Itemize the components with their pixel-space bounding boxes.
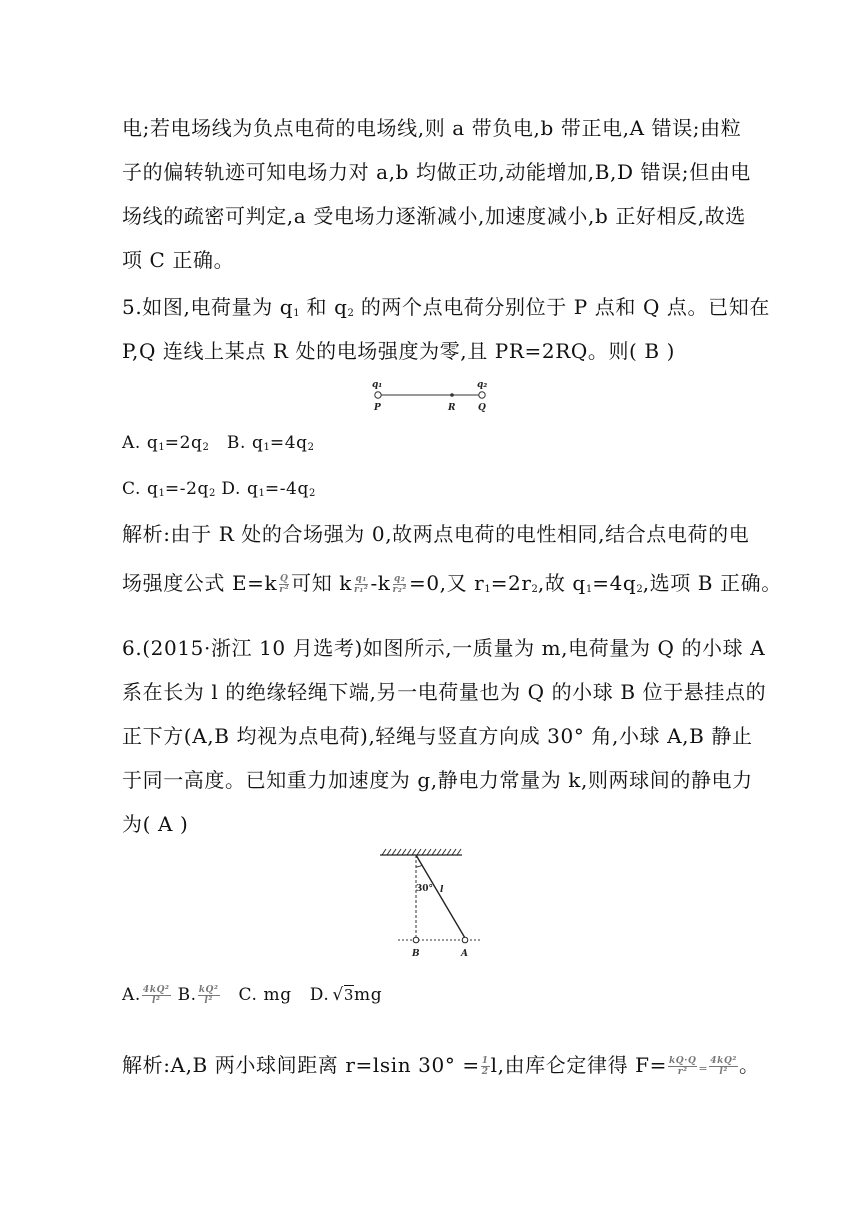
q6-stem-line-3: 正下方(A,B 均视为点电荷),轻绳与竖直方向成 30° 角,小球 A,B 静止 [122,724,753,748]
label-A: A [461,949,468,959]
label-angle: 30° [416,884,434,894]
q6-stem-line-2: 系在长为 l 的绝缘轻绳下端,另一电荷量也为 Q 的小球 B 位于悬挂点的 [122,680,767,704]
label-length: l [440,885,444,895]
q5-stem-line-2: P,Q 连线上某点 R 处的电场强度为零,且 PR=2RQ。则( B ) [122,339,676,363]
radicand: 3 [343,986,355,1004]
q6-stem-line-4: 于同一高度。已知重力加速度为 g,静电力常量为 k,则两球间的静电力 [122,768,753,792]
q6-figure-hanging-charges [370,848,492,960]
sqrt-icon: √ [332,985,344,1005]
intro-line-2: 子的偏转轨迹可知电场力对 a,b 均做正功,动能增加,B,D 错误;但由电 [122,160,751,184]
intro-line-1: 电;若电场线为负点电荷的电场线,则 a 带负电,b 带正电,A 错误;由粒 [122,116,742,140]
intro-line-4: 项 C 正确。 [122,248,235,272]
q5-solution-line-1: 解析:由于 R 处的合场强为 0,故两点电荷的电性相同,结合点电荷的电 [122,522,750,546]
label-Q: Q [478,403,486,413]
label-B: B [412,949,420,959]
fraction-q2-over-r2sq: $\frac{\text{q₂}}{\text{r₂²}}$ [392,574,407,595]
q6-stem-line-5: 为( A ) [122,812,189,836]
label-R: R [448,403,456,413]
fraction-Q-over-r2: $\frac{Q}{\text{r²}}$ [279,574,290,595]
q5-options-ab: A. $q_1=2q_2$ B. $q_1=4q_2$ [122,433,314,453]
q6-stem-line-1: 6.(2015·浙江 10 月选考)如图所示,一质量为 m,电荷量为 Q 的小球 A [122,636,766,660]
fraction-q1-over-r1sq: $\frac{\text{q₁}}{\text{r₁²}}$ [354,574,369,595]
q6-options: A. $\frac{\text{4kQ²}}{\text{l²}}$ B. $\frac{\text{kQ²}}{\text{l²}}$ C. mg D. √3mg [122,985,383,1006]
label-q2: q₂ [477,380,488,390]
fraction-coulomb-1: $\frac{kQ\cdot Q}{\text{r²}}$ [668,1056,697,1077]
label-P: P [374,403,381,413]
option-b-fraction: $\frac{\text{kQ²}}{\text{l²}}$ [198,985,219,1006]
q5-figure-charges-on-line [366,376,496,416]
label-q1: q₁ [372,380,383,390]
fraction-one-half: $\frac{1}{2}$ [481,1056,489,1077]
q6-solution: 解析:A,B 两小球间距离 r=lsin 30° = $\frac{1}{2}$ l,由库仑定律得 F= $\frac{kQ\cdot Q}{\text{r²}}$ = $\frac{\text{4kQ²}}{\text{l²}}$ 。 [122,1053,760,1077]
q5-options-cd: C. $q_1=-2q_2$ D. $q_1=-4q_2$ [122,479,316,499]
q5-solution-line-2: 场强度公式 E=k $\frac{Q}{\text{r²}}$ 可知 k $\frac{\text{q₁}}{\text{r₁²}}$ -k $\frac{\text{q₂}}{\text{r₂²}}$ =0,又 $r_1=2r_2$,故 $q_1=4q_2$,选项 B 正确。 [122,571,782,595]
q5-stem-line-1: 5.如图,电荷量为 $q_1$ 和 $q_2$ 的两个点电荷分别位于 P 点和 Q 点。已知在 [122,295,770,319]
intro-line-3: 场线的疏密可判定,a 受电场力逐渐减小,加速度减小,b 正好相反,故选 [122,204,746,228]
fraction-coulomb-2: $\frac{\text{4kQ²}}{\text{l²}}$ [710,1056,737,1077]
option-a-fraction: $\frac{\text{4kQ²}}{\text{l²}}$ [142,985,170,1006]
